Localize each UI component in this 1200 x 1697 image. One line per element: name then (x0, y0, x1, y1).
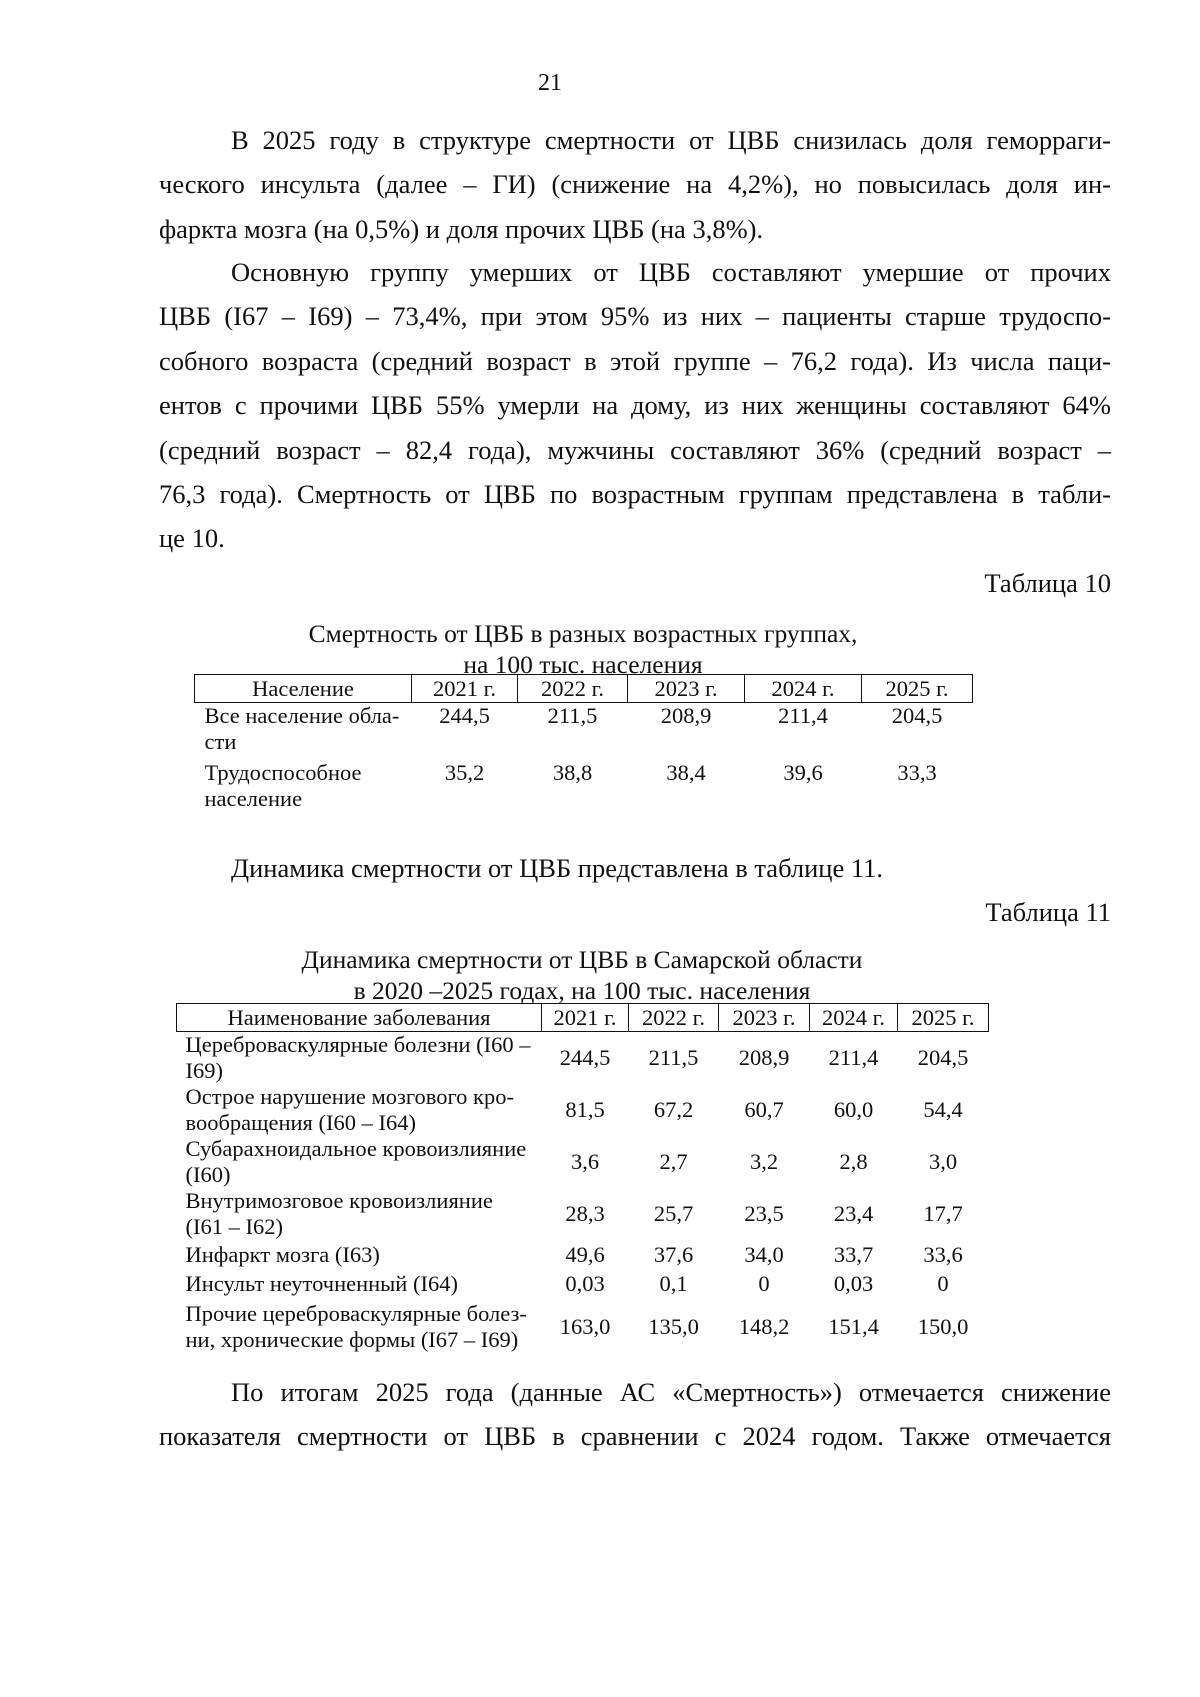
table-cell: 151,4 (828, 1314, 879, 1339)
text-line: Основную группу умерших от ЦВБ составляют умершие от прочих (231, 257, 1111, 287)
paragraph-results-2025 (159, 1370, 1111, 1459)
text-line: фаркта мозга (на 0,5%) и доля прочих ЦВБ (на 3,8%). (159, 213, 764, 244)
table-cell: 211,4 (828, 1045, 879, 1070)
table-cell: 3,2 (749, 1149, 779, 1174)
table-cell: 54,4 (923, 1097, 963, 1122)
table11-header-cell: 2021 г. (542, 1004, 629, 1032)
table11-header-cell: 2022 г. (629, 1004, 719, 1032)
table-cell: 3,0 (928, 1149, 958, 1174)
row-label-line: вообращения (I60 – I64) (185, 1110, 416, 1135)
row-label (177, 1084, 542, 1136)
table-cell: 0 (758, 1270, 770, 1296)
row-label (177, 1136, 542, 1188)
table-cell: 38,4 (666, 760, 706, 785)
table10-caption-line1: Смертность от ЦВБ в разных возрастных группах, (308, 619, 858, 648)
table-cell: 150,0 (917, 1314, 969, 1339)
table-cell: 211,5 (648, 1045, 699, 1070)
table-cell: 2,7 (659, 1149, 688, 1174)
table-row (177, 1136, 989, 1188)
table-cell: 0,03 (833, 1270, 874, 1296)
table-cell: 23,5 (744, 1201, 784, 1226)
table-cell: 148,2 (738, 1314, 790, 1339)
table-cell: 67,2 (653, 1097, 694, 1122)
table-row (177, 1032, 989, 1085)
table11-caption-line2: в 2020 –2025 годах, на 100 тыс. населения (353, 976, 811, 1005)
paragraph-dynamics-intro (159, 846, 1111, 890)
row-label-line: Внутримозговое кровоизлияние (185, 1188, 493, 1213)
table-cell: 17,7 (923, 1201, 963, 1226)
table-cell: 38,8 (552, 760, 593, 785)
row-label (195, 703, 412, 761)
text-line: ентов с прочими ЦВБ 55% умерли на дому, из них женщины составляют 64% (159, 390, 1111, 421)
table-cell: 34,0 (744, 1241, 784, 1267)
table-cell: 35,2 (444, 760, 485, 785)
table10-number: Таблица 10 (984, 568, 1111, 598)
table10-header-cell: 2023 г. (628, 675, 745, 703)
table11-header-cell: 2025 г. (898, 1004, 989, 1032)
text-line: 76,3 года). Смертность от ЦВБ по возрастным группам представлена в табли- (159, 479, 1111, 510)
table-cell: 0 (937, 1270, 949, 1296)
table-cell: 204,5 (917, 1045, 969, 1070)
table11-number: Таблица 11 (985, 897, 1111, 927)
row-label-line: I69) (185, 1058, 223, 1083)
text-line: По итогам 2025 года (данные АС «Смертность») отмечается снижение (231, 1377, 1111, 1407)
table11-header-cell: 2023 г. (719, 1004, 810, 1032)
table11-header-row (177, 1004, 989, 1032)
row-label (195, 760, 412, 817)
row-label-line: Все население обла- (204, 703, 400, 728)
page-number: 21 (538, 70, 562, 96)
text-line: (средний возраст – 82,4 года), мужчины составляют 36% (средний возраст – (159, 434, 1111, 465)
table-row (195, 703, 973, 761)
text-line: ческого инсульта (далее – ГИ) (снижение на 4,2%), но повысилась доля ин- (159, 169, 1111, 200)
row-label-line: Субарахноидальное кровоизлияние (185, 1136, 527, 1161)
row-label-line: сти (204, 729, 237, 754)
row-label-line: население (204, 786, 303, 811)
table-cell: 60,7 (744, 1097, 784, 1122)
row-label (177, 1298, 542, 1356)
table-cell: 33,3 (897, 760, 937, 785)
table-cell: 211,4 (778, 703, 828, 728)
table-cell: 23,4 (833, 1201, 874, 1226)
text-line: собного возраста (средний возраст в этой группе – 76,2 года). Из числа паци- (159, 345, 1111, 376)
paragraph-other-cvd (159, 250, 1111, 561)
table11-header-cell: 2024 г. (810, 1004, 898, 1032)
table-cell: 39,6 (783, 760, 823, 785)
table-cell: 244,5 (439, 703, 490, 728)
table10-header-cell: 2024 г. (745, 675, 862, 703)
table10-header-cell: 2025 г. (862, 675, 973, 703)
table-cell: 2,8 (839, 1149, 868, 1174)
row-label-line: Цереброваскулярные болезни (I60 – (185, 1032, 531, 1057)
table-cell: 208,9 (738, 1045, 790, 1070)
table10-caption-line2: на 100 тыс. населения (463, 650, 703, 679)
table-cell: 33,7 (833, 1241, 874, 1267)
table-row (177, 1240, 989, 1269)
table10-header-cell: Население (195, 675, 412, 703)
table-cell: 135,0 (648, 1314, 699, 1339)
table10-header-row (195, 675, 973, 703)
text-line: Динамика смертности от ЦВБ представлена в таблице 11. (231, 853, 884, 883)
table-cell: 25,7 (653, 1201, 694, 1226)
table-cell: 163,0 (559, 1314, 611, 1339)
table10-header-cell: 2021 г. (412, 675, 518, 703)
table-row (195, 760, 973, 817)
table-cell: 49,6 (565, 1241, 605, 1267)
row-label-line: (I60) (185, 1162, 231, 1187)
table-cell: 0,03 (565, 1270, 605, 1296)
table11-header-cell: Наименование заболевания (177, 1004, 542, 1032)
table-cell: 0,1 (659, 1270, 688, 1296)
text-line: В 2025 году в структуре смертности от ЦВБ снизилась доля геморраги- (231, 125, 1111, 155)
row-label (177, 1032, 542, 1085)
table10 (194, 674, 973, 817)
row-label-line: Прочие цереброваскулярные болез- (185, 1301, 527, 1326)
table-cell: 204,5 (891, 703, 943, 728)
row-label-line: (I61 – I62) (185, 1214, 283, 1239)
table10-caption (194, 618, 972, 680)
table11 (176, 1003, 989, 1356)
table10-header-cell: 2022 г. (518, 675, 628, 703)
row-label-line: Трудоспособное (204, 760, 362, 785)
table-row (177, 1188, 989, 1240)
table-cell: 37,6 (653, 1241, 694, 1267)
table-cell: 60,0 (833, 1097, 874, 1122)
table-cell: 244,5 (559, 1045, 611, 1070)
row-label-line: Острое нарушение мозгового кро- (185, 1084, 514, 1109)
table-cell: 211,5 (547, 703, 598, 728)
text-line: показателя смертности от ЦВБ в сравнении с 2024 годом. Также отмечается (159, 1421, 1111, 1452)
table-cell: 33,6 (923, 1241, 963, 1267)
table-row (177, 1084, 989, 1136)
table-cell: 3,6 (570, 1149, 600, 1174)
row-label (177, 1188, 542, 1240)
table-cell: 81,5 (565, 1097, 605, 1122)
text-line: ЦВБ (I67 – I69) – 73,4%, при этом 95% из них – пациенты старше трудоспо- (159, 301, 1111, 332)
table11-caption-line1: Динамика смертности от ЦВБ в Самарской области (301, 945, 863, 974)
row-label-line: ни, хронические формы (I67 – I69) (185, 1327, 519, 1352)
table-cell: 208,9 (660, 703, 712, 728)
row-label: Инсульт неуточненный (I64) (185, 1270, 458, 1296)
table11-caption (176, 944, 988, 1006)
row-label: Инфаркт мозга (I63) (185, 1241, 380, 1267)
table-cell: 28,3 (565, 1201, 605, 1226)
paragraph-hemorrhagic-stroke (159, 118, 1111, 251)
table-row (177, 1298, 989, 1356)
table-row (177, 1269, 989, 1298)
text-line: це 10. (159, 523, 225, 554)
